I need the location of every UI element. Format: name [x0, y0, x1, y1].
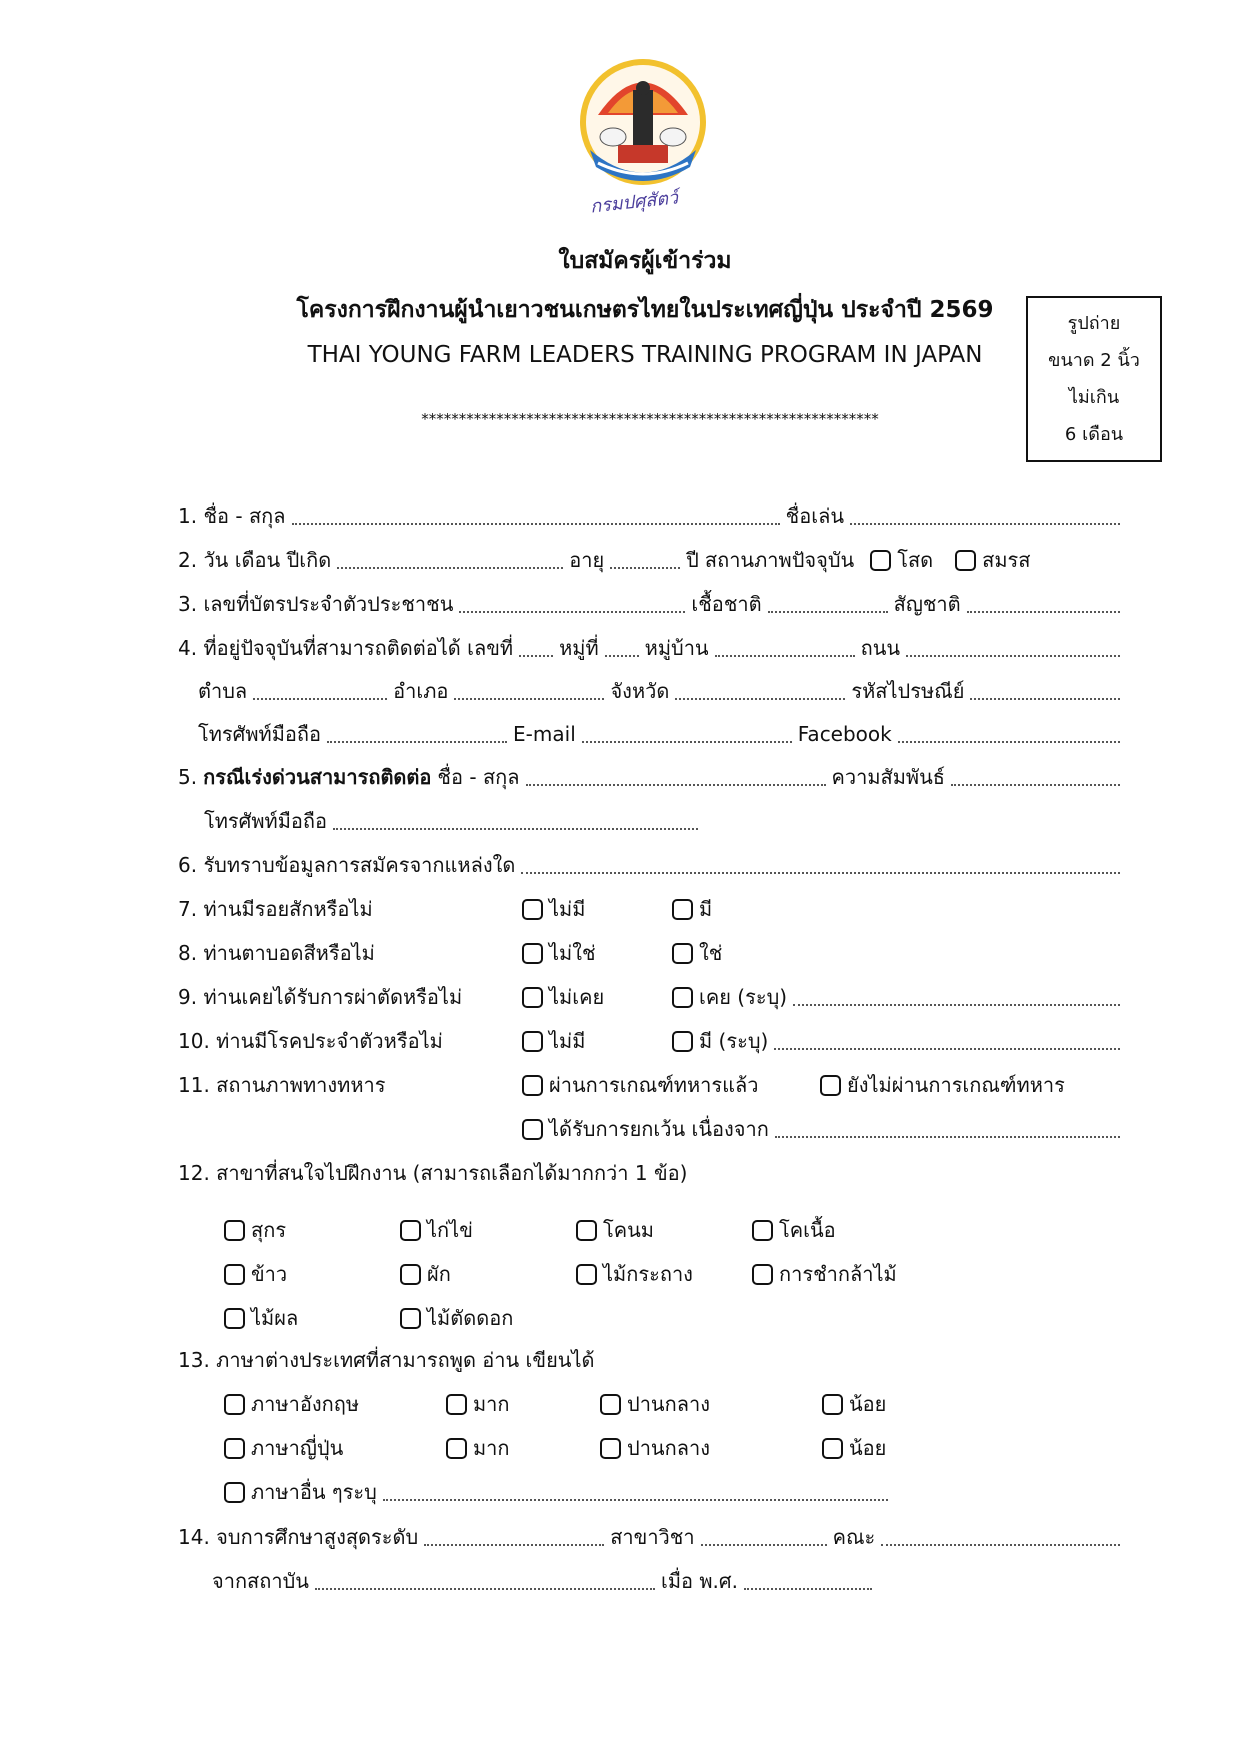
- q2-label: 2. วัน เดือน ปีเกิด: [178, 548, 332, 572]
- q11-option-not[interactable]: [820, 1065, 1065, 1105]
- branch-option[interactable]: [224, 1254, 287, 1294]
- q2-row: [178, 540, 1126, 580]
- q12-label: 12. สาขาที่สนใจไปฝึกงาน (สามารถเลือกได้มากกว่า 1 ข้อ): [178, 1161, 688, 1185]
- military-not-checkbox[interactable]: [820, 1075, 841, 1096]
- mobile-label: โทรศัพท์มือถือ: [198, 722, 322, 746]
- tattoo-no-label: ไม่มี: [549, 897, 586, 921]
- emergency-mobile-input[interactable]: [333, 828, 698, 830]
- province-label: จังหวัด: [610, 679, 670, 703]
- q14-row-2: [212, 1561, 878, 1601]
- military-exempt-label: ได้รับการยกเว้น เนื่องจาก: [549, 1117, 769, 1141]
- japanese-label: ภาษาญี่ปุ่น: [251, 1436, 344, 1460]
- q7-option-yes[interactable]: [672, 889, 712, 929]
- level-label: น้อย: [849, 1392, 887, 1416]
- birthdate-input[interactable]: [337, 567, 563, 569]
- branch-label: การชำกล้าไม้: [779, 1262, 897, 1286]
- emergency-name-input[interactable]: [526, 784, 826, 786]
- emergency-name-label: ชื่อ - สกุล: [437, 765, 520, 789]
- tattoo-no-checkbox[interactable]: [522, 899, 543, 920]
- id-card-input[interactable]: [459, 611, 685, 613]
- branch-label: ไม้ผล: [251, 1306, 299, 1330]
- relation-input[interactable]: [951, 784, 1120, 786]
- q8-label: 8. ท่านตาบอดสีหรือไม่: [178, 941, 375, 965]
- branch-option[interactable]: [400, 1298, 513, 1338]
- q5-row-2: [204, 801, 704, 841]
- facebook-label: Facebook: [797, 722, 892, 746]
- photo-box-line: รูปถ่าย: [1067, 313, 1121, 334]
- age-label: อายุ: [569, 548, 605, 572]
- english-checkbox[interactable]: [224, 1394, 245, 1415]
- branch-label: ข้าว: [251, 1262, 288, 1286]
- marital-status-label: สถานภาพปัจจุบัน: [704, 548, 855, 572]
- program-title-english: THAI YOUNG FARM LEADERS TRAINING PROGRAM IN JAPAN: [307, 342, 983, 368]
- branch-flower-checkbox[interactable]: [400, 1308, 421, 1329]
- other-language-checkbox[interactable]: [224, 1482, 245, 1503]
- disease-no-label: ไม่มี: [549, 1029, 586, 1053]
- subdistrict-input[interactable]: [253, 698, 387, 700]
- house-number-input[interactable]: [519, 655, 553, 657]
- road-label: ถนน: [860, 636, 901, 660]
- info-source-input[interactable]: [521, 872, 1120, 874]
- branch-rice-checkbox[interactable]: [224, 1264, 245, 1285]
- facebook-input[interactable]: [898, 741, 1120, 743]
- married-checkbox[interactable]: [955, 550, 976, 571]
- military-not-label: ยังไม่ผ่านการเกณฑ์ทหาร: [847, 1073, 1065, 1097]
- colorblind-no-checkbox[interactable]: [522, 943, 543, 964]
- institute-label: จากสถาบัน: [212, 1569, 309, 1593]
- separator-asterisks: *************************************************************: [421, 410, 879, 428]
- graduation-year-input[interactable]: [744, 1588, 872, 1590]
- race-label: เชื้อชาติ: [691, 592, 762, 616]
- english-label: ภาษาอังกฤษ: [251, 1392, 360, 1416]
- level-label: ปานกลาง: [627, 1436, 710, 1460]
- q1-label: 1. ชื่อ - สกุล: [178, 504, 286, 528]
- nationality-input[interactable]: [967, 611, 1120, 613]
- q4-label: 4. ที่อยู่ปัจจุบันที่สามารถติดต่อได้ เลขที่: [178, 636, 514, 660]
- branch-label: ไก่ไข่: [427, 1218, 473, 1242]
- branch-label: ผัก: [427, 1262, 451, 1286]
- surgery-yes-label: เคย (ระบุ): [699, 985, 788, 1009]
- age-input[interactable]: [610, 567, 680, 569]
- military-passed-checkbox[interactable]: [522, 1075, 543, 1096]
- branch-option[interactable]: [752, 1254, 897, 1294]
- colorblind-yes-checkbox[interactable]: [672, 943, 693, 964]
- japanese-level-low[interactable]: [822, 1428, 886, 1468]
- japanese-mid-checkbox[interactable]: [600, 1438, 621, 1459]
- email-input[interactable]: [582, 741, 792, 743]
- english-level-low[interactable]: [822, 1384, 886, 1424]
- colorblind-no-label: ไม่ใช่: [549, 941, 596, 965]
- mobile-input[interactable]: [327, 741, 507, 743]
- branch-option[interactable]: [400, 1210, 473, 1250]
- photo-box: [1026, 296, 1162, 462]
- faculty-input[interactable]: [881, 1544, 1120, 1546]
- single-label: โสด: [897, 548, 934, 572]
- japanese-level-mid[interactable]: [600, 1428, 710, 1468]
- q10-option-no[interactable]: [522, 1021, 585, 1061]
- education-level-input[interactable]: [424, 1544, 604, 1546]
- q4-row-3: [198, 714, 1126, 754]
- q11-option-exempt: [522, 1109, 1126, 1149]
- branch-fruit-checkbox[interactable]: [224, 1308, 245, 1329]
- english-level-mid[interactable]: [600, 1384, 710, 1424]
- military-passed-label: ผ่านการเกณฑ์ทหารแล้ว: [549, 1073, 759, 1097]
- japanese-high-checkbox[interactable]: [446, 1438, 467, 1459]
- moo-label: หมู่ที่: [559, 636, 599, 660]
- branch-label: โคเนื้อ: [779, 1218, 836, 1242]
- tattoo-yes-checkbox[interactable]: [672, 899, 693, 920]
- q9-option-no[interactable]: [522, 977, 604, 1017]
- branch-pig-checkbox[interactable]: [224, 1220, 245, 1241]
- major-label: สาขาวิชา: [610, 1525, 695, 1549]
- branch-option[interactable]: [576, 1254, 693, 1294]
- q3-label: 3. เลขที่บัตรประจำตัวประชาชน: [178, 592, 454, 616]
- q4-row-1: [178, 628, 1126, 668]
- q14-label: 14. จบการศึกษาสูงสุดระดับ: [178, 1525, 419, 1549]
- level-label: มาก: [473, 1392, 510, 1416]
- village-input[interactable]: [715, 655, 855, 657]
- faculty-label: คณะ: [832, 1525, 876, 1549]
- level-label: น้อย: [849, 1436, 887, 1460]
- q4-row-2: [198, 671, 1126, 711]
- branch-label: สุกร: [251, 1218, 287, 1242]
- surgery-yes-checkbox[interactable]: [672, 987, 693, 1008]
- photo-box-line: ไม่เกิน: [1068, 387, 1120, 408]
- province-input[interactable]: [675, 698, 845, 700]
- disease-detail-input[interactable]: [774, 1048, 1120, 1050]
- other-language-option: [224, 1472, 894, 1512]
- single-checkbox[interactable]: [870, 550, 891, 571]
- other-language-input[interactable]: [383, 1499, 888, 1501]
- q3-row: [178, 584, 1126, 624]
- english-option[interactable]: [224, 1384, 359, 1424]
- road-input[interactable]: [906, 655, 1120, 657]
- q8-option-yes[interactable]: [672, 933, 722, 973]
- q8-option-no[interactable]: [522, 933, 596, 973]
- branch-label: โคนม: [603, 1218, 654, 1242]
- logo-caption: กรมปศุสัตว์: [589, 187, 680, 218]
- program-title-thai: โครงการฝึกงานผู้นำเยาวชนเกษตรไทยในประเทศญี่ปุ่น ประจำปี 2569: [296, 297, 994, 323]
- japanese-checkbox[interactable]: [224, 1438, 245, 1459]
- q9-label: 9. ท่านเคยได้รับการผ่าตัดหรือไม่: [178, 985, 463, 1009]
- q10-label: 10. ท่านมีโรคประจำตัวหรือไม่: [178, 1029, 443, 1053]
- emergency-mobile-label: โทรศัพท์มือถือ: [204, 809, 328, 833]
- tattoo-yes-label: มี: [699, 897, 713, 921]
- other-language-label: ภาษาอื่น ๆระบุ: [251, 1480, 377, 1504]
- japanese-option[interactable]: [224, 1428, 343, 1468]
- q1-row: [178, 496, 1126, 536]
- branch-seedling-checkbox[interactable]: [752, 1264, 773, 1285]
- q6-row: [178, 845, 1126, 885]
- colorblind-yes-label: ใช่: [699, 941, 723, 965]
- english-level-high[interactable]: [446, 1384, 510, 1424]
- postcode-label: รหัสไปรษณีย์: [851, 679, 965, 703]
- q14-row-1: [178, 1517, 1126, 1557]
- district-input[interactable]: [454, 698, 604, 700]
- english-high-checkbox[interactable]: [446, 1394, 467, 1415]
- branch-vegetable-checkbox[interactable]: [400, 1264, 421, 1285]
- q11-option-passed[interactable]: [522, 1065, 759, 1105]
- full-name-input[interactable]: [292, 523, 780, 525]
- village-label: หมู่บ้าน: [644, 636, 709, 660]
- branch-option[interactable]: [400, 1254, 451, 1294]
- nickname-input[interactable]: [850, 523, 1120, 525]
- japanese-low-checkbox[interactable]: [822, 1438, 843, 1459]
- postcode-input[interactable]: [970, 698, 1120, 700]
- surgery-no-label: ไม่เคย: [549, 985, 605, 1009]
- subdistrict-label: ตำบล: [198, 679, 248, 703]
- military-exempt-checkbox[interactable]: [522, 1119, 543, 1140]
- english-low-checkbox[interactable]: [822, 1394, 843, 1415]
- department-logo: [578, 55, 708, 218]
- branch-option[interactable]: [224, 1298, 298, 1338]
- branch-potted-checkbox[interactable]: [576, 1264, 597, 1285]
- nickname-label: ชื่อเล่น: [785, 504, 844, 528]
- relation-label: ความสัมพันธ์: [831, 765, 945, 789]
- branch-dairy-checkbox[interactable]: [576, 1220, 597, 1241]
- years-label: ปี: [686, 548, 699, 572]
- email-label: E-mail: [513, 722, 576, 746]
- level-label: มาก: [473, 1436, 510, 1460]
- branch-label: ไม้กระถาง: [603, 1262, 693, 1286]
- nationality-label: สัญชาติ: [893, 592, 961, 616]
- japanese-level-high[interactable]: [446, 1428, 510, 1468]
- photo-box-line: 6 เดือน: [1064, 424, 1124, 445]
- disease-yes-label: มี (ระบุ): [699, 1029, 769, 1053]
- race-input[interactable]: [768, 611, 888, 613]
- branch-option[interactable]: [752, 1210, 836, 1250]
- q5-number: 5.: [178, 765, 198, 789]
- q6-label: 6. รับทราบข้อมูลการสมัครจากแหล่งใด: [178, 853, 516, 877]
- q11-label: 11. สถานภาพทางทหาร: [178, 1073, 386, 1097]
- moo-input[interactable]: [605, 655, 639, 657]
- branch-label: ไม้ตัดดอก: [427, 1306, 514, 1330]
- q7-label: 7. ท่านมีรอยสักหรือไม่: [178, 897, 373, 921]
- q10-option-yes: [672, 1021, 1126, 1061]
- q9-option-yes: [672, 977, 1126, 1017]
- q5-label: กรณีเร่งด่วนสามารถติดต่อ: [203, 765, 432, 789]
- district-label: อำเภอ: [393, 679, 449, 703]
- english-mid-checkbox[interactable]: [600, 1394, 621, 1415]
- form-title: ใบสมัครผู้เข้าร่วม: [558, 248, 732, 274]
- exempt-reason-input[interactable]: [775, 1136, 1120, 1138]
- photo-box-line: ขนาด 2 นิ้ว: [1048, 350, 1140, 371]
- q7-option-no[interactable]: [522, 889, 585, 929]
- branch-option[interactable]: [224, 1210, 286, 1250]
- surgery-no-checkbox[interactable]: [522, 987, 543, 1008]
- married-label: สมรส: [982, 548, 1031, 572]
- q5-row-1: [178, 757, 1126, 797]
- disease-no-checkbox[interactable]: [522, 1031, 543, 1052]
- major-input[interactable]: [701, 1544, 827, 1546]
- level-label: ปานกลาง: [627, 1392, 710, 1416]
- disease-yes-checkbox[interactable]: [672, 1031, 693, 1052]
- surgery-detail-input[interactable]: [793, 1004, 1120, 1006]
- q13-label: 13. ภาษาต่างประเทศที่สามารถพูด อ่าน เขียนได้: [178, 1348, 595, 1372]
- branch-layer-checkbox[interactable]: [400, 1220, 421, 1241]
- branch-option[interactable]: [576, 1210, 654, 1250]
- institute-input[interactable]: [315, 1588, 655, 1590]
- graduation-year-label: เมื่อ พ.ศ.: [660, 1569, 738, 1593]
- branch-beef-checkbox[interactable]: [752, 1220, 773, 1241]
